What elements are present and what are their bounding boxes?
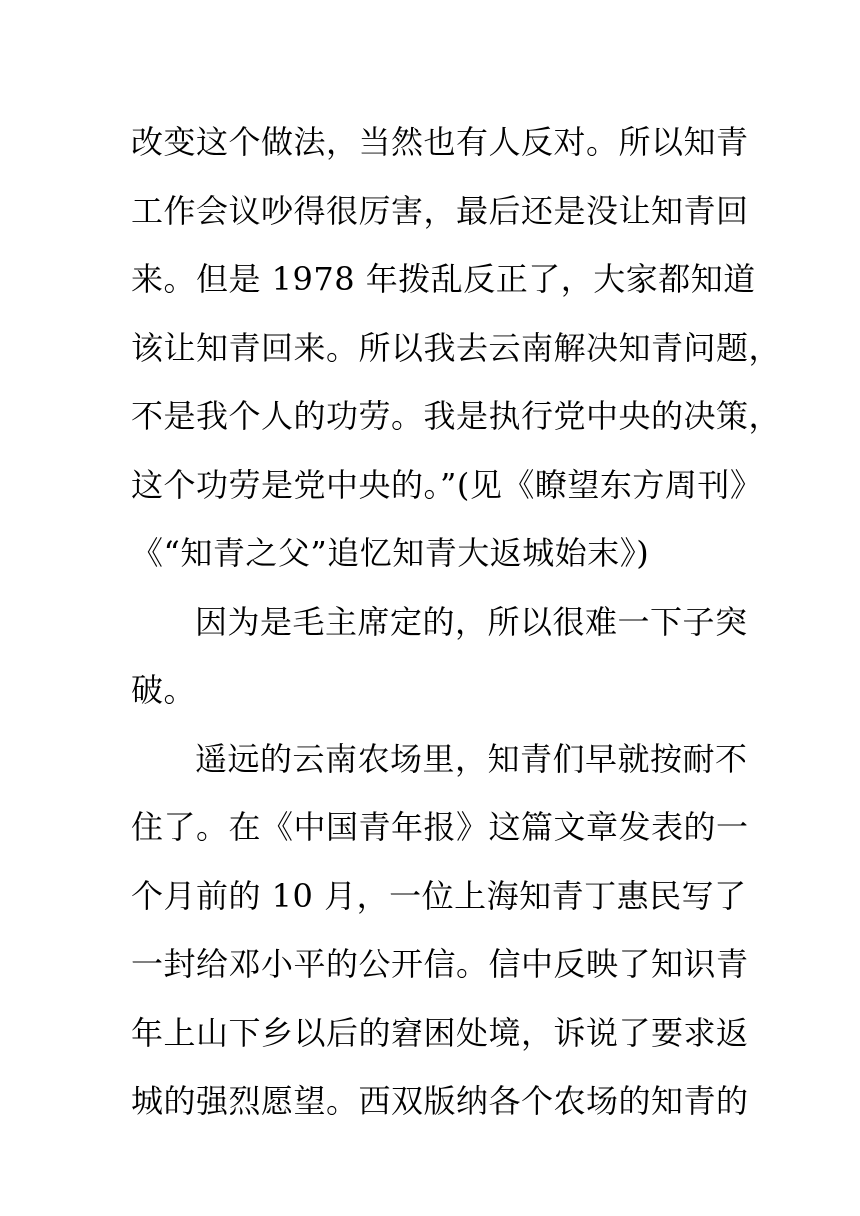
text-line: 改变这个做法，当然也有人反对。所以知青: [131, 123, 749, 161]
text-line: 住了。在《中国青年报》这篇文章发表的一: [131, 808, 749, 846]
text-line: 城的强烈愿望。西双版纳各个农场的知青的: [131, 1082, 749, 1120]
paragraph-first-line: 遥远的云南农场里，知青们早就按耐不: [195, 739, 748, 778]
text-line: 工作会议吵得很厉害，最后还是没让知青回: [131, 191, 749, 230]
text-line: 《“知青之父”追忆知青大返城始末》): [131, 534, 650, 572]
body-text: [131, 108, 782, 1136]
text-line: 不是我个人的功劳。我是执行党中央的决策，: [131, 397, 782, 435]
text-line: 个月前的 10 月，一位上海知青丁惠民写了: [131, 876, 747, 915]
text-line: 该让知青回来。所以我去云南解决知青问题，: [131, 328, 782, 367]
text-line: 破。: [131, 671, 197, 709]
text-line: 年上山下乡以后的窘困处境，诉说了要求返: [131, 1013, 749, 1052]
text-line: 来。但是 1978 年拨乱反正了，大家都知道: [131, 260, 756, 298]
paragraph-first-line: 因为是毛主席定的，所以很难一下子突: [195, 602, 748, 641]
text-line: 一封给邓小平的公开信。信中反映了知识青: [131, 945, 749, 983]
text-line: 这个功劳是党中央的。”(见《瞭望东方周刊》: [131, 465, 763, 504]
